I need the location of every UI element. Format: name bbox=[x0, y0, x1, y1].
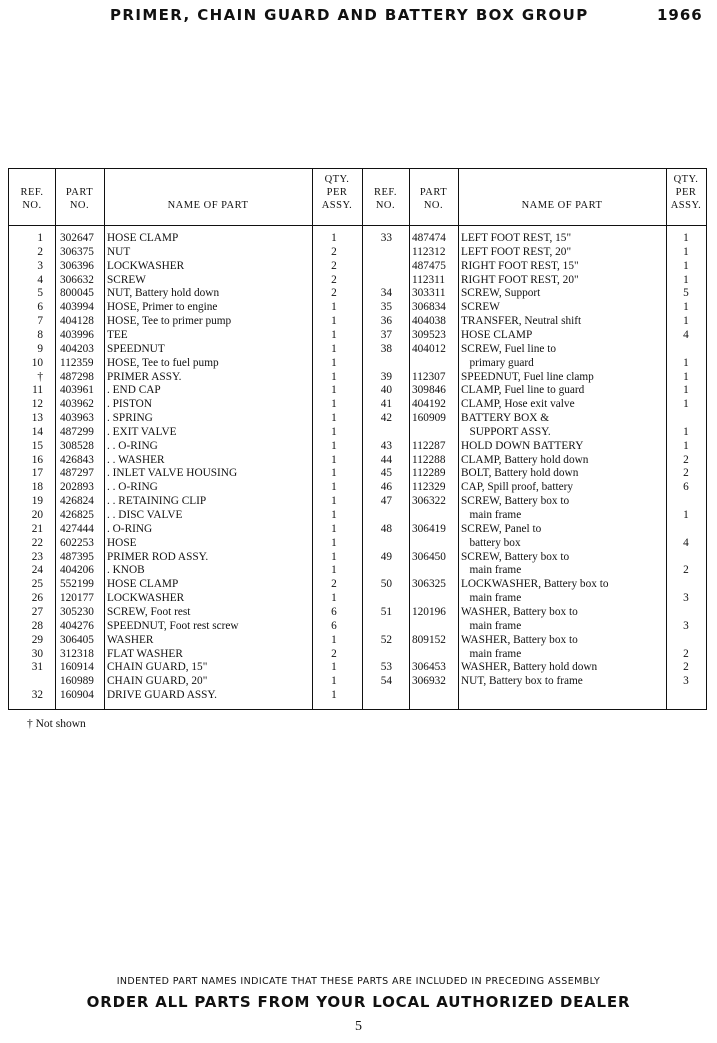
part-name-cell: . . DISC VALVE bbox=[107, 509, 183, 521]
ref-cell: 13 bbox=[31, 412, 43, 425]
ref-cell: 7 bbox=[37, 315, 43, 328]
qty-cell: 1 bbox=[331, 301, 337, 314]
part-no-cell: 306419 bbox=[412, 522, 446, 535]
part-name-cell: . . RETAINING CLIP bbox=[107, 495, 207, 508]
part-name-cell: SCREW, Panel to bbox=[461, 522, 542, 535]
part-name-cell: HOSE CLAMP bbox=[107, 578, 179, 591]
qty-cell: 3 bbox=[683, 592, 689, 605]
part-name-cell: LOCKWASHER bbox=[107, 259, 185, 272]
part-name-cell: main frame bbox=[461, 647, 522, 660]
qty-cell: 1 bbox=[331, 342, 337, 355]
part-no-cell: 404203 bbox=[60, 342, 94, 355]
part-name-cell: SCREW, Battery box to bbox=[461, 495, 570, 508]
table-row bbox=[9, 300, 706, 314]
qty-cell: 1 bbox=[331, 370, 337, 383]
footnote: † Not shown bbox=[27, 718, 86, 730]
qty-cell: 1 bbox=[331, 384, 337, 397]
part-name-cell: HOSE bbox=[107, 536, 137, 549]
part-name-cell: HOSE CLAMP bbox=[461, 328, 533, 341]
page-number: 5 bbox=[355, 1019, 362, 1034]
part-name-cell: CLAMP, Battery hold down bbox=[461, 453, 589, 466]
header-name-of-part: NAME OF PART bbox=[167, 200, 249, 211]
part-name-cell: LOCKWASHER, Battery box to bbox=[461, 578, 609, 591]
qty-cell: 4 bbox=[683, 536, 689, 549]
part-name-cell: . EXIT VALVE bbox=[107, 425, 177, 438]
ref-cell: 33 bbox=[380, 232, 392, 244]
ref-cell: 25 bbox=[31, 578, 43, 591]
ref-cell: † bbox=[37, 370, 43, 383]
part-no-cell: 302647 bbox=[60, 232, 94, 244]
part-name-cell: . KNOB bbox=[107, 564, 145, 577]
part-name-cell: DRIVE GUARD ASSY. bbox=[107, 689, 217, 702]
ref-cell: 48 bbox=[380, 522, 392, 535]
qty-cell: 2 bbox=[683, 564, 689, 577]
qty-cell: 2 bbox=[683, 661, 689, 674]
qty-cell: 2 bbox=[331, 647, 337, 660]
ref-cell: 30 bbox=[31, 647, 43, 660]
ref-cell: 21 bbox=[31, 522, 43, 535]
part-no-cell: 426825 bbox=[60, 509, 94, 521]
ref-cell: 44 bbox=[380, 453, 392, 466]
part-no-cell: 403994 bbox=[60, 301, 94, 314]
qty-cell: 1 bbox=[331, 453, 337, 466]
qty-cell: 1 bbox=[331, 315, 337, 328]
ref-cell: 31 bbox=[31, 661, 43, 674]
header-qty-per-assy: QTY. PER ASSY. bbox=[321, 174, 353, 211]
header-qty-per-assy: QTY. PER ASSY. bbox=[670, 174, 702, 211]
part-name-cell: SCREW bbox=[107, 273, 146, 286]
part-no-cell: 306325 bbox=[412, 578, 446, 591]
qty-cell: 6 bbox=[683, 481, 689, 494]
part-name-cell: TRANSFER, Neutral shift bbox=[461, 315, 582, 328]
ref-cell: 39 bbox=[380, 370, 392, 383]
qty-cell: 1 bbox=[331, 536, 337, 549]
order-note: ORDER ALL PARTS FROM YOUR LOCAL AUTHORIZED DEALER bbox=[86, 993, 631, 1011]
part-name-cell: FLAT WASHER bbox=[107, 647, 183, 660]
ref-cell: 23 bbox=[31, 550, 43, 563]
qty-cell: 5 bbox=[683, 287, 689, 300]
part-no-cell: 303311 bbox=[412, 287, 446, 300]
table-row bbox=[9, 383, 706, 397]
ref-cell: 15 bbox=[31, 439, 43, 452]
part-name-cell: HOSE, Tee to primer pump bbox=[107, 315, 232, 328]
qty-cell: 2 bbox=[683, 647, 689, 660]
part-no-cell: 487298 bbox=[60, 370, 94, 383]
table-row bbox=[9, 259, 706, 273]
qty-cell: 2 bbox=[683, 453, 689, 466]
part-no-cell: 403963 bbox=[60, 412, 94, 425]
part-name-cell: LEFT FOOT REST, 15" bbox=[461, 232, 572, 244]
table-row bbox=[9, 577, 706, 591]
table-row bbox=[9, 439, 706, 453]
ref-cell: 17 bbox=[31, 467, 43, 480]
model-year: 1966 bbox=[657, 6, 703, 24]
table-row bbox=[9, 411, 706, 425]
part-name-cell: RIGHT FOOT REST, 20" bbox=[461, 273, 579, 286]
qty-cell: 2 bbox=[331, 245, 337, 258]
part-no-cell: 404276 bbox=[60, 619, 94, 632]
qty-cell: 1 bbox=[683, 301, 689, 314]
part-no-cell: 809152 bbox=[412, 633, 446, 646]
part-no-cell: 306396 bbox=[60, 259, 94, 272]
qty-cell: 1 bbox=[331, 633, 337, 646]
table-row bbox=[9, 231, 706, 245]
part-no-cell: 306322 bbox=[412, 495, 446, 508]
part-name-cell: SCREW, Support bbox=[461, 287, 541, 300]
part-name-cell: . PISTON bbox=[107, 398, 152, 411]
ref-cell: 35 bbox=[380, 301, 392, 314]
ref-cell: 20 bbox=[31, 509, 43, 521]
qty-cell: 2 bbox=[683, 467, 689, 480]
qty-cell: 1 bbox=[331, 467, 337, 480]
qty-cell: 1 bbox=[331, 398, 337, 411]
table-row bbox=[9, 633, 706, 647]
ref-cell: 24 bbox=[31, 564, 43, 577]
table-row bbox=[9, 286, 706, 300]
table-row bbox=[9, 480, 706, 494]
part-no-cell: 202893 bbox=[60, 481, 94, 494]
header-name-of-part: NAME OF PART bbox=[521, 200, 603, 211]
table-row bbox=[9, 314, 706, 328]
part-name-cell: . . O-RING bbox=[107, 439, 158, 452]
header-ref-no: REF. NO. bbox=[373, 187, 398, 211]
qty-cell: 1 bbox=[683, 439, 689, 452]
part-name-cell: TEE bbox=[107, 328, 128, 341]
part-name-cell: NUT, Battery hold down bbox=[107, 287, 220, 300]
part-no-cell: 306834 bbox=[412, 301, 446, 314]
qty-cell: 1 bbox=[331, 328, 337, 341]
ref-cell: 19 bbox=[31, 495, 43, 508]
part-no-cell: 404012 bbox=[412, 342, 446, 355]
qty-cell: 1 bbox=[683, 273, 689, 286]
ref-cell: 32 bbox=[31, 689, 43, 702]
qty-cell: 1 bbox=[331, 232, 337, 244]
ref-cell: 40 bbox=[380, 384, 392, 397]
header-part-no: PART NO. bbox=[65, 187, 94, 211]
table-row bbox=[9, 245, 706, 259]
part-name-cell: primary guard bbox=[461, 356, 534, 369]
ref-cell: 29 bbox=[31, 633, 43, 646]
header-part-no: PART NO. bbox=[419, 187, 448, 211]
qty-cell: 1 bbox=[331, 592, 337, 605]
table-row bbox=[9, 342, 706, 356]
qty-cell: 1 bbox=[683, 370, 689, 383]
part-no-cell: 309523 bbox=[412, 328, 446, 341]
table-row bbox=[9, 563, 706, 577]
header-ref-no: REF. NO. bbox=[20, 187, 44, 211]
part-no-cell: 112312 bbox=[412, 245, 446, 258]
part-name-cell: . . O-RING bbox=[107, 481, 158, 494]
part-no-cell: 403961 bbox=[60, 384, 94, 397]
part-name-cell: . O-RING bbox=[107, 522, 153, 535]
table-row bbox=[9, 550, 706, 564]
ref-cell: 5 bbox=[37, 287, 43, 300]
part-no-cell: 120177 bbox=[60, 592, 94, 605]
ref-cell: 1 bbox=[37, 232, 43, 244]
part-no-cell: 112288 bbox=[412, 453, 446, 466]
part-name-cell: SPEEDNUT, Foot rest screw bbox=[107, 619, 239, 632]
part-name-cell: WASHER, Battery box to bbox=[461, 633, 578, 646]
part-name-cell: BATTERY BOX & bbox=[461, 412, 550, 425]
table-row bbox=[9, 605, 706, 619]
ref-cell: 49 bbox=[380, 550, 392, 563]
part-name-cell: SCREW, Battery box to bbox=[461, 550, 570, 563]
qty-cell: 1 bbox=[683, 232, 689, 244]
table-row bbox=[9, 370, 706, 384]
qty-cell: 1 bbox=[683, 245, 689, 258]
ref-cell: 54 bbox=[380, 675, 392, 688]
part-name-cell: PRIMER ROD ASSY. bbox=[107, 550, 209, 563]
part-no-cell: 487297 bbox=[60, 467, 94, 480]
part-no-cell: 552199 bbox=[60, 578, 94, 591]
part-no-cell: 312318 bbox=[60, 647, 94, 660]
table-row bbox=[9, 522, 706, 536]
part-name-cell: SCREW, Fuel line to bbox=[461, 342, 556, 355]
ref-cell: 14 bbox=[31, 425, 43, 438]
qty-cell: 1 bbox=[683, 384, 689, 397]
table-row bbox=[9, 425, 706, 439]
part-name-cell: NUT, Battery box to frame bbox=[461, 675, 583, 688]
part-no-cell: 404128 bbox=[60, 315, 94, 328]
part-no-cell: 427444 bbox=[60, 522, 94, 535]
part-name-cell: CAP, Spill proof, battery bbox=[461, 481, 574, 494]
part-no-cell: 487395 bbox=[60, 550, 94, 563]
table-row bbox=[9, 660, 706, 674]
part-name-cell: SPEEDNUT, Fuel line clamp bbox=[461, 370, 594, 383]
ref-cell: 9 bbox=[37, 342, 43, 355]
indent-note: INDENTED PART NAMES INDICATE THAT THESE PARTS ARE INCLUDED IN PRECEDING ASSEMBLY bbox=[116, 976, 601, 987]
ref-cell: 4 bbox=[37, 273, 43, 286]
ref-cell: 10 bbox=[31, 356, 43, 369]
qty-cell: 1 bbox=[331, 495, 337, 508]
part-name-cell: SCREW bbox=[461, 301, 500, 314]
part-no-cell: 160909 bbox=[412, 412, 446, 425]
part-name-cell: PRIMER ASSY. bbox=[107, 370, 182, 383]
qty-cell: 1 bbox=[331, 509, 337, 521]
table-row bbox=[9, 466, 706, 480]
part-name-cell: BOLT, Battery hold down bbox=[461, 467, 579, 480]
part-name-cell: CHAIN GUARD, 15" bbox=[107, 661, 208, 674]
part-no-cell: 403962 bbox=[60, 398, 94, 411]
part-name-cell: main frame bbox=[461, 619, 522, 632]
ref-cell: 45 bbox=[380, 467, 392, 480]
part-name-cell: LEFT FOOT REST, 20" bbox=[461, 245, 572, 258]
table-row bbox=[9, 397, 706, 411]
qty-cell: 1 bbox=[331, 564, 337, 577]
part-no-cell: 160904 bbox=[60, 689, 94, 702]
part-no-cell: 426843 bbox=[60, 453, 94, 466]
page-title: PRIMER, CHAIN GUARD AND BATTERY BOX GROUP bbox=[110, 6, 589, 24]
ref-cell: 53 bbox=[380, 661, 392, 674]
part-no-cell: 160989 bbox=[60, 675, 94, 688]
header-divider bbox=[9, 225, 706, 226]
part-no-cell: 112307 bbox=[412, 370, 446, 383]
table-row bbox=[9, 536, 706, 550]
qty-cell: 1 bbox=[331, 661, 337, 674]
part-no-cell: 306632 bbox=[60, 273, 94, 286]
part-no-cell: 487474 bbox=[412, 232, 446, 244]
ref-cell: 34 bbox=[380, 287, 392, 300]
part-no-cell: 306453 bbox=[412, 661, 446, 674]
qty-cell: 1 bbox=[331, 522, 337, 535]
ref-cell: 43 bbox=[380, 439, 392, 452]
part-name-cell: . INLET VALVE HOUSING bbox=[107, 467, 238, 480]
qty-cell: 1 bbox=[331, 439, 337, 452]
ref-cell: 3 bbox=[37, 259, 43, 272]
table-row bbox=[9, 494, 706, 508]
part-name-cell: WASHER bbox=[107, 633, 154, 646]
ref-cell: 52 bbox=[380, 633, 392, 646]
part-name-cell: SPEEDNUT bbox=[107, 342, 165, 355]
part-name-cell: WASHER, Battery hold down bbox=[461, 661, 598, 674]
part-name-cell: HOSE CLAMP bbox=[107, 232, 179, 244]
part-name-cell: SCREW, Foot rest bbox=[107, 605, 191, 618]
ref-cell: 12 bbox=[31, 398, 43, 411]
qty-cell: 1 bbox=[331, 356, 337, 369]
ref-cell: 18 bbox=[31, 481, 43, 494]
part-no-cell: 112311 bbox=[412, 273, 446, 286]
table-row bbox=[9, 591, 706, 605]
qty-cell: 2 bbox=[331, 259, 337, 272]
qty-cell: 1 bbox=[331, 425, 337, 438]
part-name-cell: HOLD DOWN BATTERY bbox=[461, 439, 584, 452]
part-name-cell: CLAMP, Fuel line to guard bbox=[461, 384, 585, 397]
part-no-cell: 308528 bbox=[60, 439, 94, 452]
ref-cell: 28 bbox=[31, 619, 43, 632]
part-name-cell: . SPRING bbox=[107, 412, 153, 425]
part-name-cell: NUT bbox=[107, 245, 131, 258]
qty-cell: 1 bbox=[683, 425, 689, 438]
part-name-cell: main frame bbox=[461, 592, 522, 605]
part-no-cell: 309846 bbox=[412, 384, 446, 397]
qty-cell: 1 bbox=[683, 356, 689, 369]
table-row bbox=[9, 273, 706, 287]
table-row bbox=[9, 328, 706, 342]
part-name-cell: CLAMP, Hose exit valve bbox=[461, 398, 575, 411]
ref-cell: 38 bbox=[380, 342, 392, 355]
qty-cell: 1 bbox=[331, 412, 337, 425]
part-name-cell: HOSE, Primer to engine bbox=[107, 301, 218, 314]
ref-cell: 37 bbox=[380, 328, 392, 341]
qty-cell: 1 bbox=[331, 675, 337, 688]
part-no-cell: 306375 bbox=[60, 245, 94, 258]
part-name-cell: SUPPORT ASSY. bbox=[461, 425, 551, 438]
ref-cell: 41 bbox=[380, 398, 392, 411]
qty-cell: 6 bbox=[331, 605, 337, 618]
part-no-cell: 306405 bbox=[60, 633, 94, 646]
part-no-cell: 306932 bbox=[412, 675, 446, 688]
qty-cell: 1 bbox=[683, 259, 689, 272]
ref-cell: 51 bbox=[380, 605, 392, 618]
qty-cell: 1 bbox=[331, 550, 337, 563]
part-name-cell: . . WASHER bbox=[107, 453, 165, 466]
part-no-cell: 120196 bbox=[412, 605, 446, 618]
qty-cell: 1 bbox=[331, 689, 337, 702]
part-no-cell: 112289 bbox=[412, 467, 446, 480]
parts-table bbox=[8, 168, 707, 710]
part-name-cell: RIGHT FOOT REST, 15" bbox=[461, 259, 579, 272]
table-row bbox=[9, 619, 706, 633]
qty-cell: 2 bbox=[331, 273, 337, 286]
qty-cell: 3 bbox=[683, 675, 689, 688]
part-name-cell: LOCKWASHER bbox=[107, 592, 185, 605]
table-row bbox=[9, 508, 706, 522]
ref-cell: 42 bbox=[380, 412, 392, 425]
part-no-cell: 800045 bbox=[60, 287, 94, 300]
part-no-cell: 160914 bbox=[60, 661, 94, 674]
table-row bbox=[9, 688, 706, 702]
qty-cell: 1 bbox=[683, 509, 689, 521]
ref-cell: 2 bbox=[37, 245, 43, 258]
part-no-cell: 487299 bbox=[60, 425, 94, 438]
qty-cell: 1 bbox=[683, 315, 689, 328]
part-no-cell: 305230 bbox=[60, 605, 94, 618]
ref-cell: 36 bbox=[380, 315, 392, 328]
part-no-cell: 404038 bbox=[412, 315, 446, 328]
qty-cell: 2 bbox=[331, 578, 337, 591]
part-no-cell: 602253 bbox=[60, 536, 94, 549]
part-no-cell: 426824 bbox=[60, 495, 94, 508]
part-no-cell: 404192 bbox=[412, 398, 446, 411]
qty-cell: 1 bbox=[683, 398, 689, 411]
qty-cell: 2 bbox=[331, 287, 337, 300]
part-name-cell: CHAIN GUARD, 20" bbox=[107, 675, 208, 688]
part-no-cell: 404206 bbox=[60, 564, 94, 577]
table-row bbox=[9, 453, 706, 467]
ref-cell: 26 bbox=[31, 592, 43, 605]
table-row bbox=[9, 647, 706, 661]
part-no-cell: 306450 bbox=[412, 550, 446, 563]
ref-cell: 6 bbox=[37, 301, 43, 314]
ref-cell: 22 bbox=[31, 536, 43, 549]
part-name-cell: HOSE, Tee to fuel pump bbox=[107, 356, 219, 369]
ref-cell: 16 bbox=[31, 453, 43, 466]
ref-cell: 47 bbox=[380, 495, 392, 508]
ref-cell: 46 bbox=[380, 481, 392, 494]
ref-cell: 11 bbox=[32, 384, 43, 397]
part-no-cell: 112359 bbox=[60, 356, 94, 369]
part-name-cell: . END CAP bbox=[107, 384, 161, 397]
part-name-cell: WASHER, Battery box to bbox=[461, 605, 578, 618]
part-no-cell: 403996 bbox=[60, 328, 94, 341]
qty-cell: 1 bbox=[331, 481, 337, 494]
ref-cell: 50 bbox=[380, 578, 392, 591]
part-no-cell: 487475 bbox=[412, 259, 446, 272]
part-no-cell: 112287 bbox=[412, 439, 446, 452]
table-row bbox=[9, 356, 706, 370]
part-name-cell: main frame bbox=[461, 564, 522, 577]
ref-cell: 27 bbox=[31, 605, 43, 618]
part-no-cell: 112329 bbox=[412, 481, 446, 494]
part-name-cell: battery box bbox=[461, 536, 521, 549]
table-row bbox=[9, 674, 706, 688]
part-name-cell: main frame bbox=[461, 509, 522, 521]
qty-cell: 4 bbox=[683, 328, 689, 341]
ref-cell: 8 bbox=[37, 328, 43, 341]
qty-cell: 6 bbox=[331, 619, 337, 632]
qty-cell: 3 bbox=[683, 619, 689, 632]
